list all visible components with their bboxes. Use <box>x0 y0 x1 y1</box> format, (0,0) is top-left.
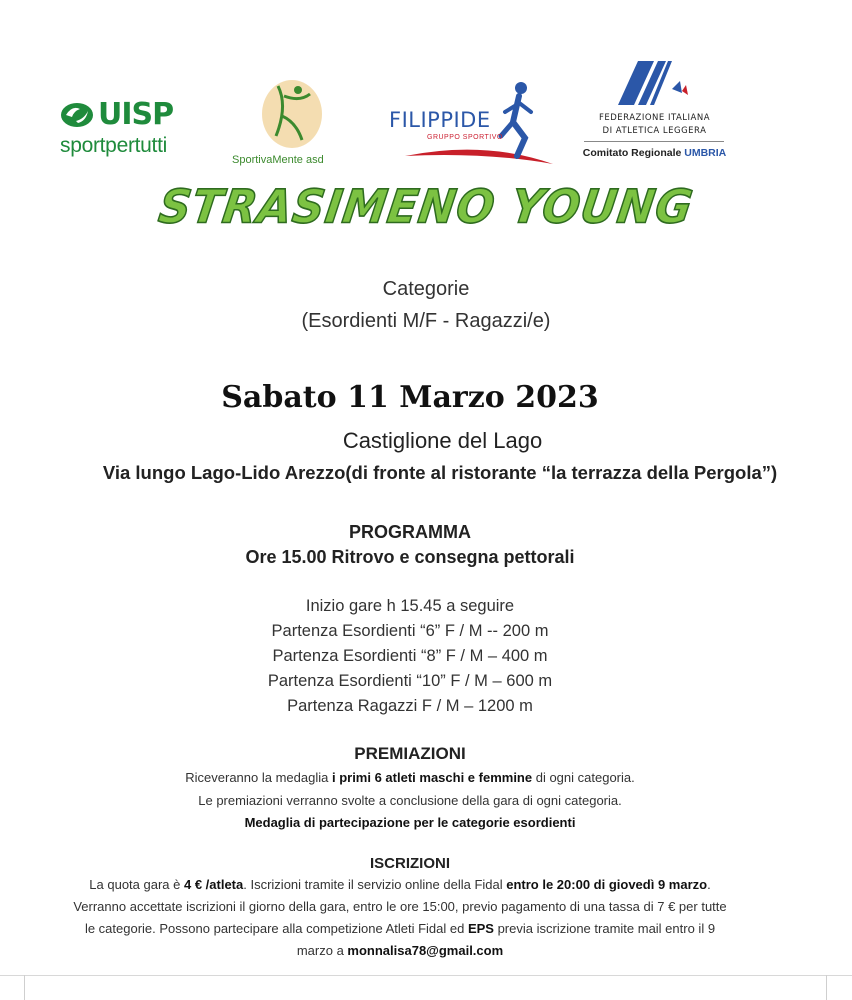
event-date: Sabato 11 Marzo 2023 <box>221 380 599 415</box>
schedule-item: Inizio gare h 15.45 a seguire <box>305 597 515 615</box>
left-frame-line <box>24 975 25 1000</box>
fidal-line-1: FEDERAZIONE ITALIANA <box>598 113 711 123</box>
right-frame-line <box>826 975 827 1000</box>
categories-value: (Esordienti M/F - Ragazzi/e) <box>301 310 551 332</box>
fidal-regional-committee <box>582 147 727 159</box>
premiazioni-line-1-bold: i primi 6 atleti maschi e femmine <box>331 770 533 785</box>
fidal-line-2: DI ATLETICA LEGGERA <box>602 126 707 136</box>
schedule-item: Partenza Esordienti “6” F / M -- 200 m <box>271 622 549 640</box>
event-title: STRASIMENO YOUNG <box>155 180 697 235</box>
iscrizioni-line-3 <box>0 921 820 936</box>
sportivamente-logo <box>228 76 358 171</box>
premiazioni-line-1-pre: Riceveranno la medaglia <box>185 770 332 785</box>
fidal-regional-region: UMBRIA <box>684 147 727 159</box>
premiazioni-line-1-post: di ogni categoria. <box>532 770 635 785</box>
iscrizioni-l1-e: . <box>707 877 711 892</box>
schedule-item: Partenza Esordienti “8” F / M – 400 m <box>272 647 548 665</box>
iscrizioni-fee: 4 € /atleta <box>183 877 244 892</box>
iscrizioni-heading: ISCRIZIONI <box>369 855 450 872</box>
contact-email: monnalisa78@gmail.com <box>347 943 504 958</box>
premiazioni-line-3: Medaglia di partecipazione per le categorie esordienti <box>244 815 576 830</box>
fidal-emblem-icon <box>582 55 727 111</box>
iscrizioni-deadline: entro le 20:00 di giovedì 9 marzo <box>506 877 708 892</box>
premiazioni-heading: PREMIAZIONI <box>354 744 466 763</box>
filippide-wordmark: FILIPPIDE <box>389 108 491 132</box>
filippide-logo <box>385 78 560 170</box>
iscrizioni-l1-c: . Iscrizioni tramite il servizio online della Fidal <box>243 877 507 892</box>
filippide-subtitle: GRUPPO SPORTIVO <box>427 134 503 141</box>
sportivamente-name: SportivaMente asd <box>232 154 324 166</box>
uisp-logo <box>60 97 195 170</box>
iscrizioni-l1-a: La quota gara è <box>89 877 184 892</box>
iscrizioni-line-1 <box>0 877 820 892</box>
fidal-regional-prefix: Comitato Regionale <box>582 147 682 159</box>
iscrizioni-l4-a: marzo a <box>296 943 348 958</box>
programma-ritrovo: Ore 15.00 Ritrovo e consegna pettorali <box>245 547 575 567</box>
event-address: Via lungo Lago-Lido Arezzo(di fronte al ristorante “la terrazza della Pergola”) <box>102 462 778 483</box>
premiazioni-line-2: Le premiazioni verranno svolte a conclusione della gara di ogni categoria. <box>198 793 622 808</box>
uisp-emblem-icon <box>60 101 94 129</box>
iscrizioni-l3-a: le categorie. Possono partecipare alla competizione Atleti Fidal ed <box>84 921 468 936</box>
sportivamente-emblem-icon <box>228 76 358 154</box>
schedule-item: Partenza Ragazzi F / M – 1200 m <box>287 697 533 715</box>
programma-heading: PROGRAMMA <box>349 522 471 542</box>
bottom-divider <box>0 975 852 976</box>
uisp-tagline: sportpertutti <box>60 134 167 157</box>
fidal-logo <box>582 55 727 170</box>
fidal-divider <box>584 141 724 142</box>
iscrizioni-eps: EPS <box>467 921 494 936</box>
iscrizioni-l3-c: previa iscrizione tramite mail entro il 9 <box>493 921 716 936</box>
schedule-item: Partenza Esordienti “10” F / M – 600 m <box>267 672 553 690</box>
premiazioni-line-1 <box>0 770 820 785</box>
event-place: Castiglione del Lago <box>342 428 543 453</box>
uisp-wordmark: UISP <box>98 97 174 132</box>
iscrizioni-line-2: Verranno accettate iscrizioni il giorno della gara, entro le ore 15:00, previo pagamento di una tassa di 7 € per tutte <box>73 899 727 914</box>
categories-label: Categorie <box>382 278 470 300</box>
iscrizioni-line-4 <box>0 943 820 958</box>
